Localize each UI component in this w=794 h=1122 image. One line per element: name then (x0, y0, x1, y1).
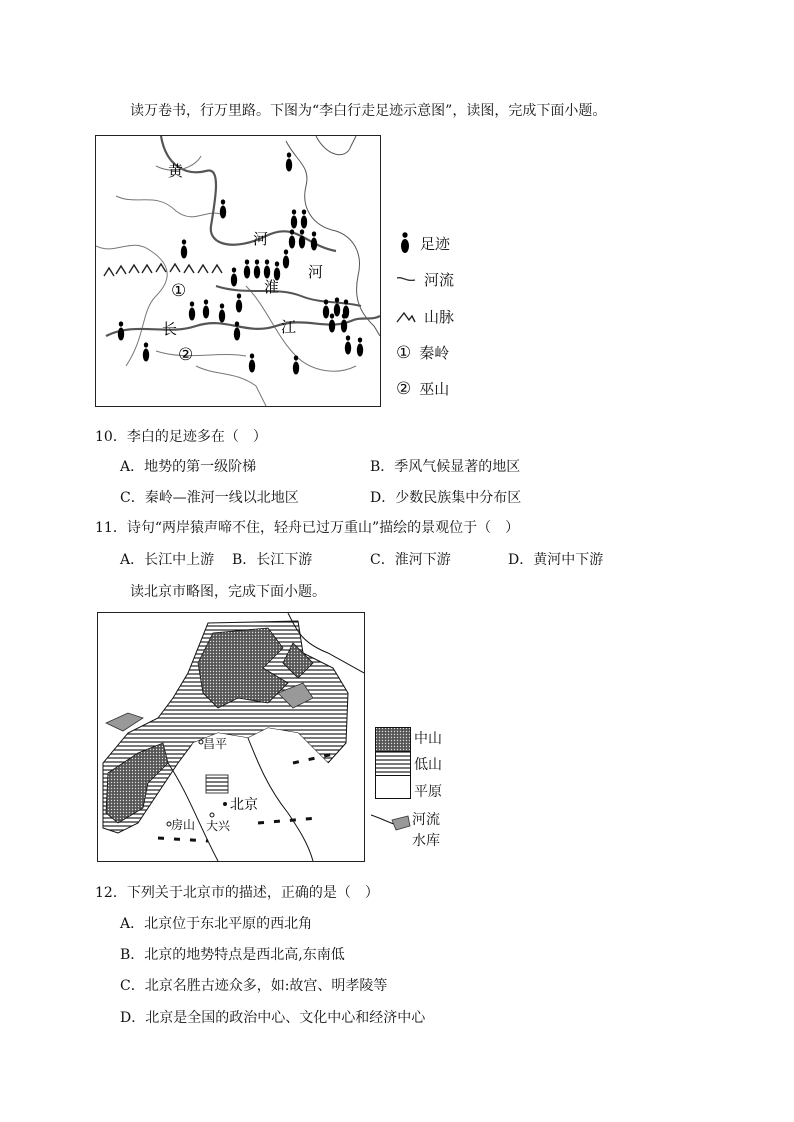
q11-option-d[interactable]: D．黄河中下游 (508, 552, 604, 568)
legend1-qinling-label: 秦岭 (419, 344, 450, 362)
legend1-wushan-label: 巫山 (419, 380, 450, 398)
q11-option-a[interactable]: A．长江中上游 (120, 552, 215, 568)
map1-label-he2: 河 (308, 263, 324, 281)
circle-1-icon: ① (396, 342, 412, 363)
legend2-river-label: 河流 (412, 812, 440, 828)
q12-option-d[interactable]: D．北京是全国的政治中心、文化中心和经济中心 (120, 1010, 426, 1026)
q10-option-a[interactable]: A．地势的第一级阶梯 (120, 459, 257, 475)
q12-option-a[interactable]: A．北京位于东北平原的西北角 (120, 916, 313, 932)
q10-option-c[interactable]: C．秦岭—淮河一线以北地区 (120, 490, 299, 506)
q10-option-d[interactable]: D．少数民族集中分布区 (370, 490, 522, 506)
river-reservoir-icon (370, 810, 412, 834)
midmountain-swatch (376, 728, 411, 752)
q11-stem: 11．诗句“两岸猿声啼不住，轻舟已过万重山”描绘的景观位于（ ） (95, 520, 520, 536)
legend1-wushan (396, 378, 449, 399)
lowmountain-swatch (376, 752, 411, 776)
legend1-mountain (396, 306, 454, 327)
legend1-footprint (398, 232, 450, 254)
map2-label-fangshan: 房山 (171, 818, 196, 832)
map2-svg (98, 613, 364, 861)
map1-label-huai: 淮 (264, 278, 280, 296)
legend2-midmountain-label: 中山 (414, 731, 442, 747)
q11-option-c[interactable]: C．淮河下游 (370, 552, 451, 568)
map1-label-qinling-marker: ① (171, 281, 187, 301)
intro-text-2: 读北京市略图，完成下面小题。 (130, 584, 326, 600)
q10-stem: 10．李白的足迹多在（ ） (95, 429, 267, 445)
map2-label-beijing: 北京 (230, 797, 258, 813)
beijing-terrain-map (97, 612, 365, 862)
q12-option-b[interactable]: B．北京的地势特点是西北高,东南低 (120, 947, 345, 963)
legend2-lowmountain-label: 低山 (414, 757, 442, 773)
legend1-qinling (396, 342, 449, 363)
legend2-swatches (375, 727, 411, 799)
legend2-reservoir-label: 水库 (412, 833, 440, 849)
map1-label-wushan-marker: ② (178, 345, 194, 365)
footprint-markers (118, 152, 363, 374)
q11-option-b[interactable]: B．长江下游 (232, 552, 313, 568)
libai-footprint-map (95, 135, 381, 407)
map1-label-huang: 黄 (168, 162, 184, 180)
legend1-mountain-label: 山脉 (424, 308, 455, 326)
map1-label-chang: 长 (162, 320, 178, 338)
plain-swatch (376, 776, 411, 799)
q10-option-b[interactable]: B．季风气候显著的地区 (370, 459, 521, 475)
circle-2-icon: ② (396, 378, 412, 399)
q12-option-c[interactable]: C．北京名胜古迹众多，如:故宫、明孝陵等 (120, 978, 388, 994)
map1-label-jiang: 江 (281, 318, 297, 336)
river-icon (396, 274, 416, 286)
map1-label-he1: 河 (253, 230, 269, 248)
map1-svg (96, 136, 380, 406)
map2-label-changping: 昌平 (203, 737, 228, 751)
intro-text-1: 读万卷书，行万里路。下图为“李白行走足迹示意图”，读图，完成下面小题。 (130, 103, 607, 119)
legend1-river (396, 269, 454, 290)
legend2-plain-label: 平原 (414, 784, 442, 800)
legend1-footprint-label: 足迹 (420, 234, 451, 253)
mountain-icon (396, 310, 416, 324)
q12-stem: 12．下列关于北京市的描述，正确的是（ ） (95, 885, 379, 901)
map2-label-daxing: 大兴 (206, 819, 231, 833)
legend1-river-label: 河流 (424, 271, 455, 289)
footprint-icon (398, 232, 412, 254)
